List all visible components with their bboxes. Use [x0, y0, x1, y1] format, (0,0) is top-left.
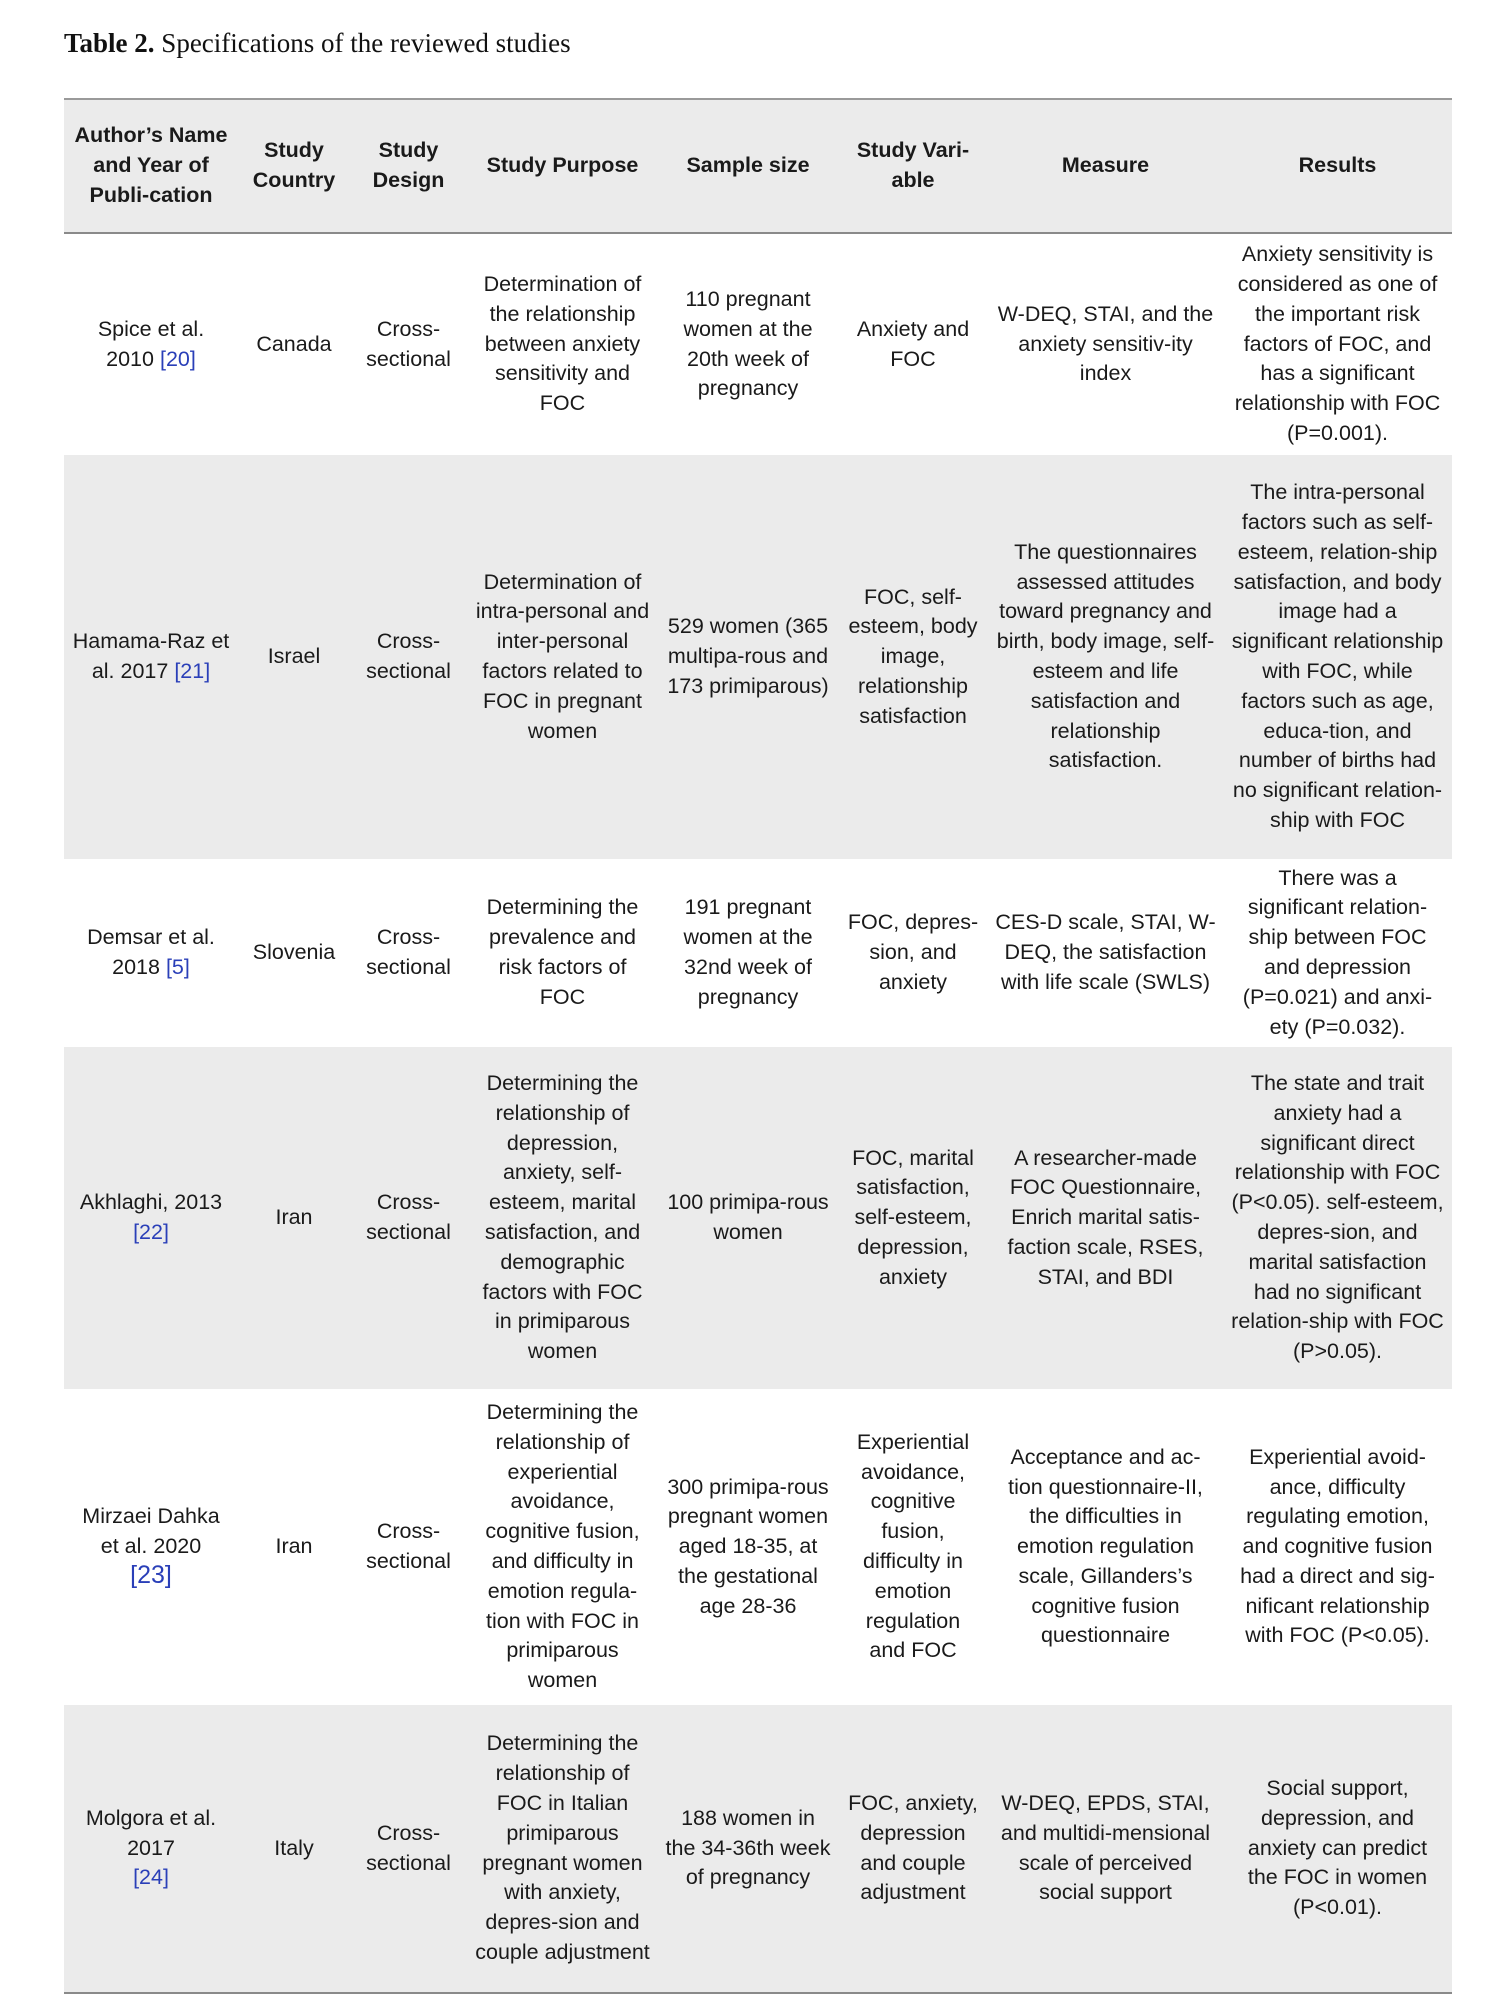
results-cell: There was a significant relation-ship between FOC and depression (P=0.021) and anxi-ety (P=0.032). [1242, 865, 1433, 1039]
variable-cell: Anxiety and FOC [856, 316, 970, 371]
purpose-cell: Determination of the relationship between anxiety sensitivity and FOC [483, 272, 642, 416]
header-author: Author’s Name and Year of Publi-cation [64, 99, 238, 233]
country-cell: Canada [256, 331, 332, 356]
variable-cell: FOC, depres-sion, and anxiety [847, 910, 979, 994]
variable-cell: Experiential avoidance, cognitive fusion, difficulty in emotion regulation and FOC [856, 1429, 970, 1663]
header-variable: Study Vari-able [838, 99, 988, 233]
sample-cell: 188 women in the 34-36th week of pregnancy [658, 1705, 838, 1993]
author-name: Demsar et al. 2018 [87, 925, 215, 979]
header-country: Study Country [238, 99, 350, 233]
table-row [64, 455, 1452, 859]
results-cell: The intra-personal factors such as self-esteem, relation-ship satisfaction, and body image had a significant relationship with FOC, while factors such as age, educa-tion, and number of births had no significant relation-ship with FOC [1231, 480, 1444, 832]
author-cell [64, 455, 238, 859]
results-cell: The state and trait anxiety had a significant direct relationship with FOC (P<0.05). self-esteem, depres-sion, and marital satisfaction had no significant relation-ship with FOC (P>0.05). [1231, 1071, 1444, 1364]
table-row [64, 1705, 1452, 1993]
sample-cell: 191 pregnant women at the 32nd week of pregnancy [683, 895, 813, 1009]
table-caption-text: Specifications of the reviewed studies [161, 28, 571, 58]
author-cell [64, 859, 238, 1047]
author-cell [64, 1047, 238, 1389]
country-cell: Slovenia [252, 940, 336, 965]
header-sample-size: Sample size [658, 99, 838, 233]
design-cell: Cross-sectional [366, 1519, 451, 1573]
table-caption-label: Table 2. [64, 28, 155, 58]
table-row [64, 1389, 1452, 1705]
header-purpose: Study Purpose [467, 99, 658, 233]
purpose-cell: Determining the relationship of experiential avoidance, cognitive fusion, and difficulty in emotion regula-tion with FOC in primiparous women [485, 1400, 640, 1693]
specifications-table [64, 98, 1452, 1994]
author-name: Mirzaei Dahka et al. 2020 [82, 1503, 220, 1558]
sample-cell: 529 women (365 multipa-rous and 173 primiparous) [667, 614, 829, 698]
measure-cell: W-DEQ, EPDS, STAI, and multidi-mensional scale of perceived social support [988, 1705, 1223, 1993]
purpose-cell: Determining the relationship of FOC in Italian primiparous pregnant women with anxiety, depres-sion and couple adjustment [467, 1705, 658, 1993]
table-row [64, 1047, 1452, 1389]
table-row [64, 233, 1452, 455]
reference-link[interactable]: [24] [133, 1865, 169, 1890]
author-name: Akhlaghi, 2013 [79, 1190, 223, 1215]
purpose-cell: Determination of intra-personal and inter-personal factors related to FOC in pregnant women [475, 569, 650, 743]
header-design: Study Design [350, 99, 467, 233]
design-cell: Cross-sectional [366, 1190, 451, 1244]
reference-link[interactable]: [22] [133, 1220, 169, 1244]
results-cell: Experiential avoid-ance, difficulty regulating emotion, and cognitive fusion had a direct and sig-nificant relationship with FOC (P<0.05). [1240, 1444, 1435, 1648]
measure-cell: A researcher-made FOC Questionnaire, Enrich marital satis-faction scale, RSES, STAI, and BDI [1007, 1145, 1204, 1289]
table-caption [64, 28, 571, 59]
country-cell: Italy [238, 1705, 350, 1993]
sample-cell: 100 primipa-rous women [667, 1190, 829, 1244]
measure-cell: CES-D scale, STAI, W-DEQ, the satisfaction with life scale (SWLS) [995, 910, 1216, 994]
design-cell: Cross-sectional [350, 1705, 467, 1993]
design-cell: Cross-sectional [366, 925, 451, 979]
purpose-cell: Determining the relationship of depression, anxiety, self-esteem, marital satisfaction, and demographic factors with FOC in primiparous women [482, 1071, 643, 1364]
author-cell [64, 233, 238, 455]
reference-link[interactable]: [20] [159, 346, 196, 371]
reference-link[interactable]: [5] [165, 955, 190, 979]
measure-cell: The questionnaires assessed attitudes toward pregnancy and birth, body image, self-esteem and life satisfaction and relationship satisfaction. [996, 539, 1215, 773]
variable-cell: FOC, marital satisfaction, self-esteem, depression, anxiety [852, 1145, 974, 1289]
variable-cell: FOC, self-esteem, body image, relationship satisfaction [848, 584, 978, 728]
results-cell: Social support, depression, and anxiety can predict the FOC in women (P<0.01). [1223, 1705, 1452, 1993]
design-cell: Cross-sectional [366, 629, 451, 683]
results-cell: Anxiety sensitivity is considered as one of the important risk factors of FOC, and has a significant relationship with FOC (P=0.001). [1234, 242, 1441, 445]
reference-link[interactable]: [23] [130, 1561, 172, 1590]
variable-cell: FOC, anxiety, depression and couple adjustment [838, 1705, 988, 1993]
author-name: Hamama-Raz et al. 2017 [72, 629, 230, 683]
sample-cell: 300 primipa-rous pregnant women aged 18-35, at the gestational age 28-36 [667, 1474, 829, 1618]
author-cell [64, 1389, 238, 1705]
author-cell [64, 1705, 238, 1993]
table-row [64, 859, 1452, 1047]
country-cell: Iran [275, 1534, 313, 1559]
header-results: Results [1223, 99, 1452, 233]
author-name: Molgora et al. 2017 [85, 1805, 217, 1860]
sample-cell: 110 pregnant women at the 20th week of pregnancy [683, 286, 813, 401]
measure-cell: W-DEQ, STAI, and the anxiety sensitiv-ity index [997, 301, 1214, 386]
measure-cell: Acceptance and ac-tion questionnaire-II, the difficulties in emotion regulation scale, Gillanders’s cognitive fusion questionnaire [1008, 1444, 1203, 1648]
reference-link[interactable]: [21] [174, 659, 211, 683]
header-measure: Measure [988, 99, 1223, 233]
design-cell: Cross-sectional [366, 316, 451, 371]
author-name: Spice et al. 2010 [97, 316, 205, 371]
country-cell: Israel [267, 644, 321, 669]
header-row [64, 99, 1452, 233]
purpose-cell: Determining the prevalence and risk factors of FOC [486, 895, 639, 1009]
country-cell: Iran [275, 1205, 313, 1230]
